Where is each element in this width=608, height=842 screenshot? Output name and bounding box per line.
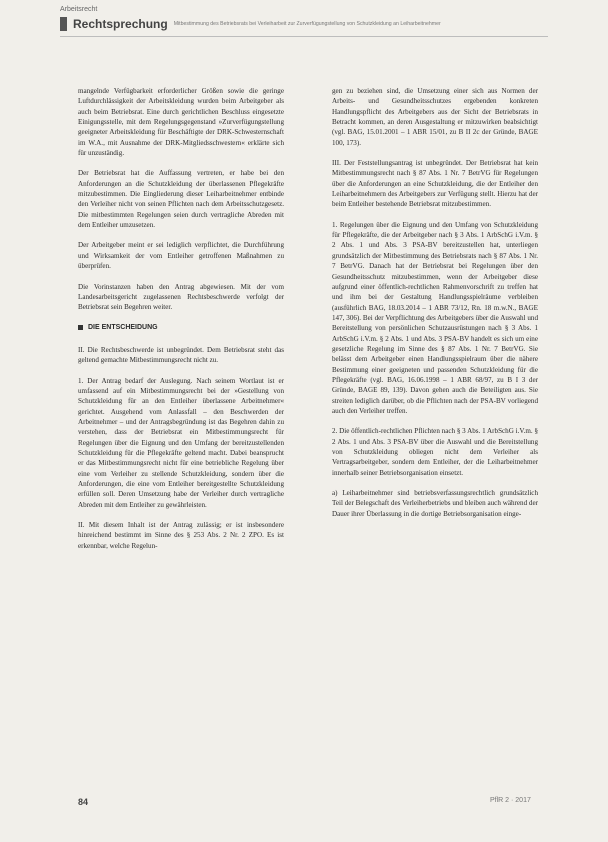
paragraph: mangelnde Verfügbarkeit erforderlicher Größen sowie die geringe Luftdurchlässigkeit der Arbeitskleidung wurden beim Arbeitgeber als auch beim Betriebsrat. Eine durch gerichtlichen Beschluss eingesetzte Einigungsstelle, mit dem Regelungsgegenstand »Zurverfügungstellung geeigneter Arbeitskleidung für Beschäftigte der DRK-Schwesternschaft im W.A., mit Ausnahme der DRK-Mitgliedsschwestern« erklärte sich für unzuständig. [78, 87, 284, 158]
paragraph: II. Mit diesem Inhalt ist der Antrag zulässig; er ist insbesondere hinreichend bestimmt im Sinne des § 253 Abs. 2 Nr. 2 ZPO. Es ist erkennbar, welche Regelun- [78, 521, 284, 550]
paragraph: Der Arbeitgeber meint er sei lediglich verpflichtet, die Durchführung und Wirksamkeit der vom Entleiher getroffenen Maßnahmen zu überprüfen. [78, 241, 284, 271]
right-column [332, 86, 538, 529]
header-title: Rechtsprechung [73, 17, 168, 31]
bullet-square-icon [78, 325, 83, 330]
paragraph: 1. Regelungen über die Eignung und den Umfang von Schutzkleidung für Pflegekräfte, die der Arbeitgeber nach § 3 Abs. 1 ArbSchG i.V.m. § 2 Abs. 1 und Abs. 3 PSA-BV bereitzustellen hat, unterliegen grundsätzlich der Mitbestimmung des Betriebsrats nach § 87 Abs. 1 Nr. 7 BetrVG. Danach hat der Betriebsrat bei Regelungen über den Gesundheitsschutz mitzubestimmen, wenn der Arbeitgeber diese aufgrund einer öffentlich-rechtlichen Rahmenvorschrift zu treffen hat und ihm bei der Gestaltung Handlungsspielräume verbleiben (ausführlich BAG, 18.03.2014 – 1 ABR 73/12, Rn. 18 m.w.N., BAGE 147, 306). Bei der Verpflichtung des Arbeitgebers über die Auswahl und Bereitstellung von persönlichen Schutzausrüstungen nach § 3 Abs. 1 ArbSchG i.V.m. § 2 Abs. 1 und Abs. 3 PSA-BV handelt es sich um eine gesetzliche Regelung im Sinne des § 87 Abs. 1 Nr. 7 BetrVG. Sie belässt dem Arbeitgeber einen Handlungsspielraum über die nähere Bestimmung einer geeigneten und passenden Schutzkleidung für die Pflegekräfte (vgl. BAG, 16.06.1998 – 1 ABR 68/97, zu B I 3 der Gründe, BAGE 89, 139). Davon gehen auch die Beteiligten aus. Sie streiten lediglich darüber, ob die Pflichten nach der PSA-BV vorliegend auch den Verleiher treffen. [332, 220, 538, 415]
paragraph: a) Leiharbeitnehmer sind betriebsverfassungsrechtlich grundsätzlich Teil der Belegschaft des Verleiherbetriebs und bleiben auch während der Dauer ihrer Überlassung in die dortige Betriebsorganisation einge- [332, 489, 538, 518]
paragraph: Der Betriebsrat hat die Auffassung vertreten, er habe bei den Anforderungen an die Schutzkleidung der überlassenen Pflegekräfte mitzubestimmen. Die Eingliederung dieser Leiharbeitnehmer entbinde den Verleiher nicht von seinen Pflichten nach dem Arbeitsschutzgesetz. Die mitbestimmten Regelungen seien durch vertragliche Abreden mit dem Entleiher umzusetzen. [78, 169, 284, 230]
section-heading [78, 323, 284, 333]
header-rule [60, 36, 548, 37]
header-marker [60, 17, 67, 31]
paragraph: gen zu beziehen sind, die Umsetzung einer sich aus Normen der Arbeits- und Gesundheitsschutzes ergebenden konkreten Handlungspflicht des Arbeitgebers aus der Sicht der Betriebsrats in Betracht kommen, an deren Ausgestaltung er mitzuwirken beabsichtigt (vgl. BAG, 15.01.2001 – 1 ABR 15/01, zu B II 2c der Gründe, BAGE 100, 173). [332, 87, 538, 147]
left-column [78, 86, 284, 561]
paragraph: 1. Der Antrag bedarf der Auslegung. Nach seinem Wortlaut ist er umfassend auf ein Mitbestimmungsrecht bei der »Gestellung von Schutzkleidung für an den Entleiher überlassene Arbeitnehmer« gerichtet. Ausgehend vom Anlassfall – den Beschwerden der Arbeitnehmer – und der Antragsbegründung ist das Begehren dahin zu verstehen, dass der Betriebsrat ein Mitbestimmungsrecht für Regelungen über die Eignung und den Umfang der bereitzustellenden Schutzkleidung für die Pflegekräfte geltend macht. Dabei beansprucht er das Mitbestimmungsrecht nicht für eine betriebliche Regelung über eine vom Verleiher zu stellende Schutzkleidung, sondern über die Anforderungen, die eine vom Entleiher bereitgestellte Schutzkleidung erfüllen soll. Deren Umsetzung habe der Verleiher durch vertragliche Abreden mit dem Entleiher zu gewährleisten. [78, 376, 284, 509]
paragraph: III. Der Feststellungsantrag ist unbegründet. Der Betriebsrat hat kein Mitbestimmungsrecht nach § 87 Abs. 1 Nr. 7 BetrVG für Regelungen über die Anforderungen an eine Schutzkleidung, die der Entleiher den Leiharbeitnehmern des Arbeitgebers zur Verfügung stellt. Hierzu hat der beim Entleiher bestehende Betriebsrat mitzubestimmen. [332, 159, 538, 209]
header-subtitle: Mitbestimmung des Betriebsrats bei Verleiharbeit zur Zurverfügungstellung von Schutzkleidung an Leiharbeitnehmer [173, 21, 441, 27]
section-tag: Arbeitsrecht [60, 6, 98, 13]
paragraph: Die Vorinstanzen haben den Antrag abgewiesen. Mit der vom Landesarbeitsgericht zugelassenen Rechtsbeschwerde verfolgt der Betriebsrat sein Begehren weiter. [78, 282, 284, 312]
paragraph: 2. Die öffentlich-rechtlichen Pflichten nach § 3 Abs. 1 ArbSchG i.V.m. § 2 Abs. 1 und Abs. 3 PSA-BV über die Auswahl und die Bereitstellung von Schutzkleidung obliegen nicht dem Verleiher als Vertragsarbeitgeber, sondern dem Entleiher, der die Leiharbeitnehmer innerhalb seiner Betriebsorganisation einsetzt. [332, 427, 538, 477]
journal-issue: PflR 2 · 2017 [490, 797, 531, 804]
paragraph: II. Die Rechtsbeschwerde ist unbegründet. Dem Betriebsrat steht das geltend gemachte Mitbestimmungsrecht nicht zu. [78, 345, 284, 365]
section-heading-text: DIE ENTSCHEIDUNG [88, 323, 158, 331]
page-header [60, 16, 548, 32]
page-number: 84 [78, 797, 89, 807]
